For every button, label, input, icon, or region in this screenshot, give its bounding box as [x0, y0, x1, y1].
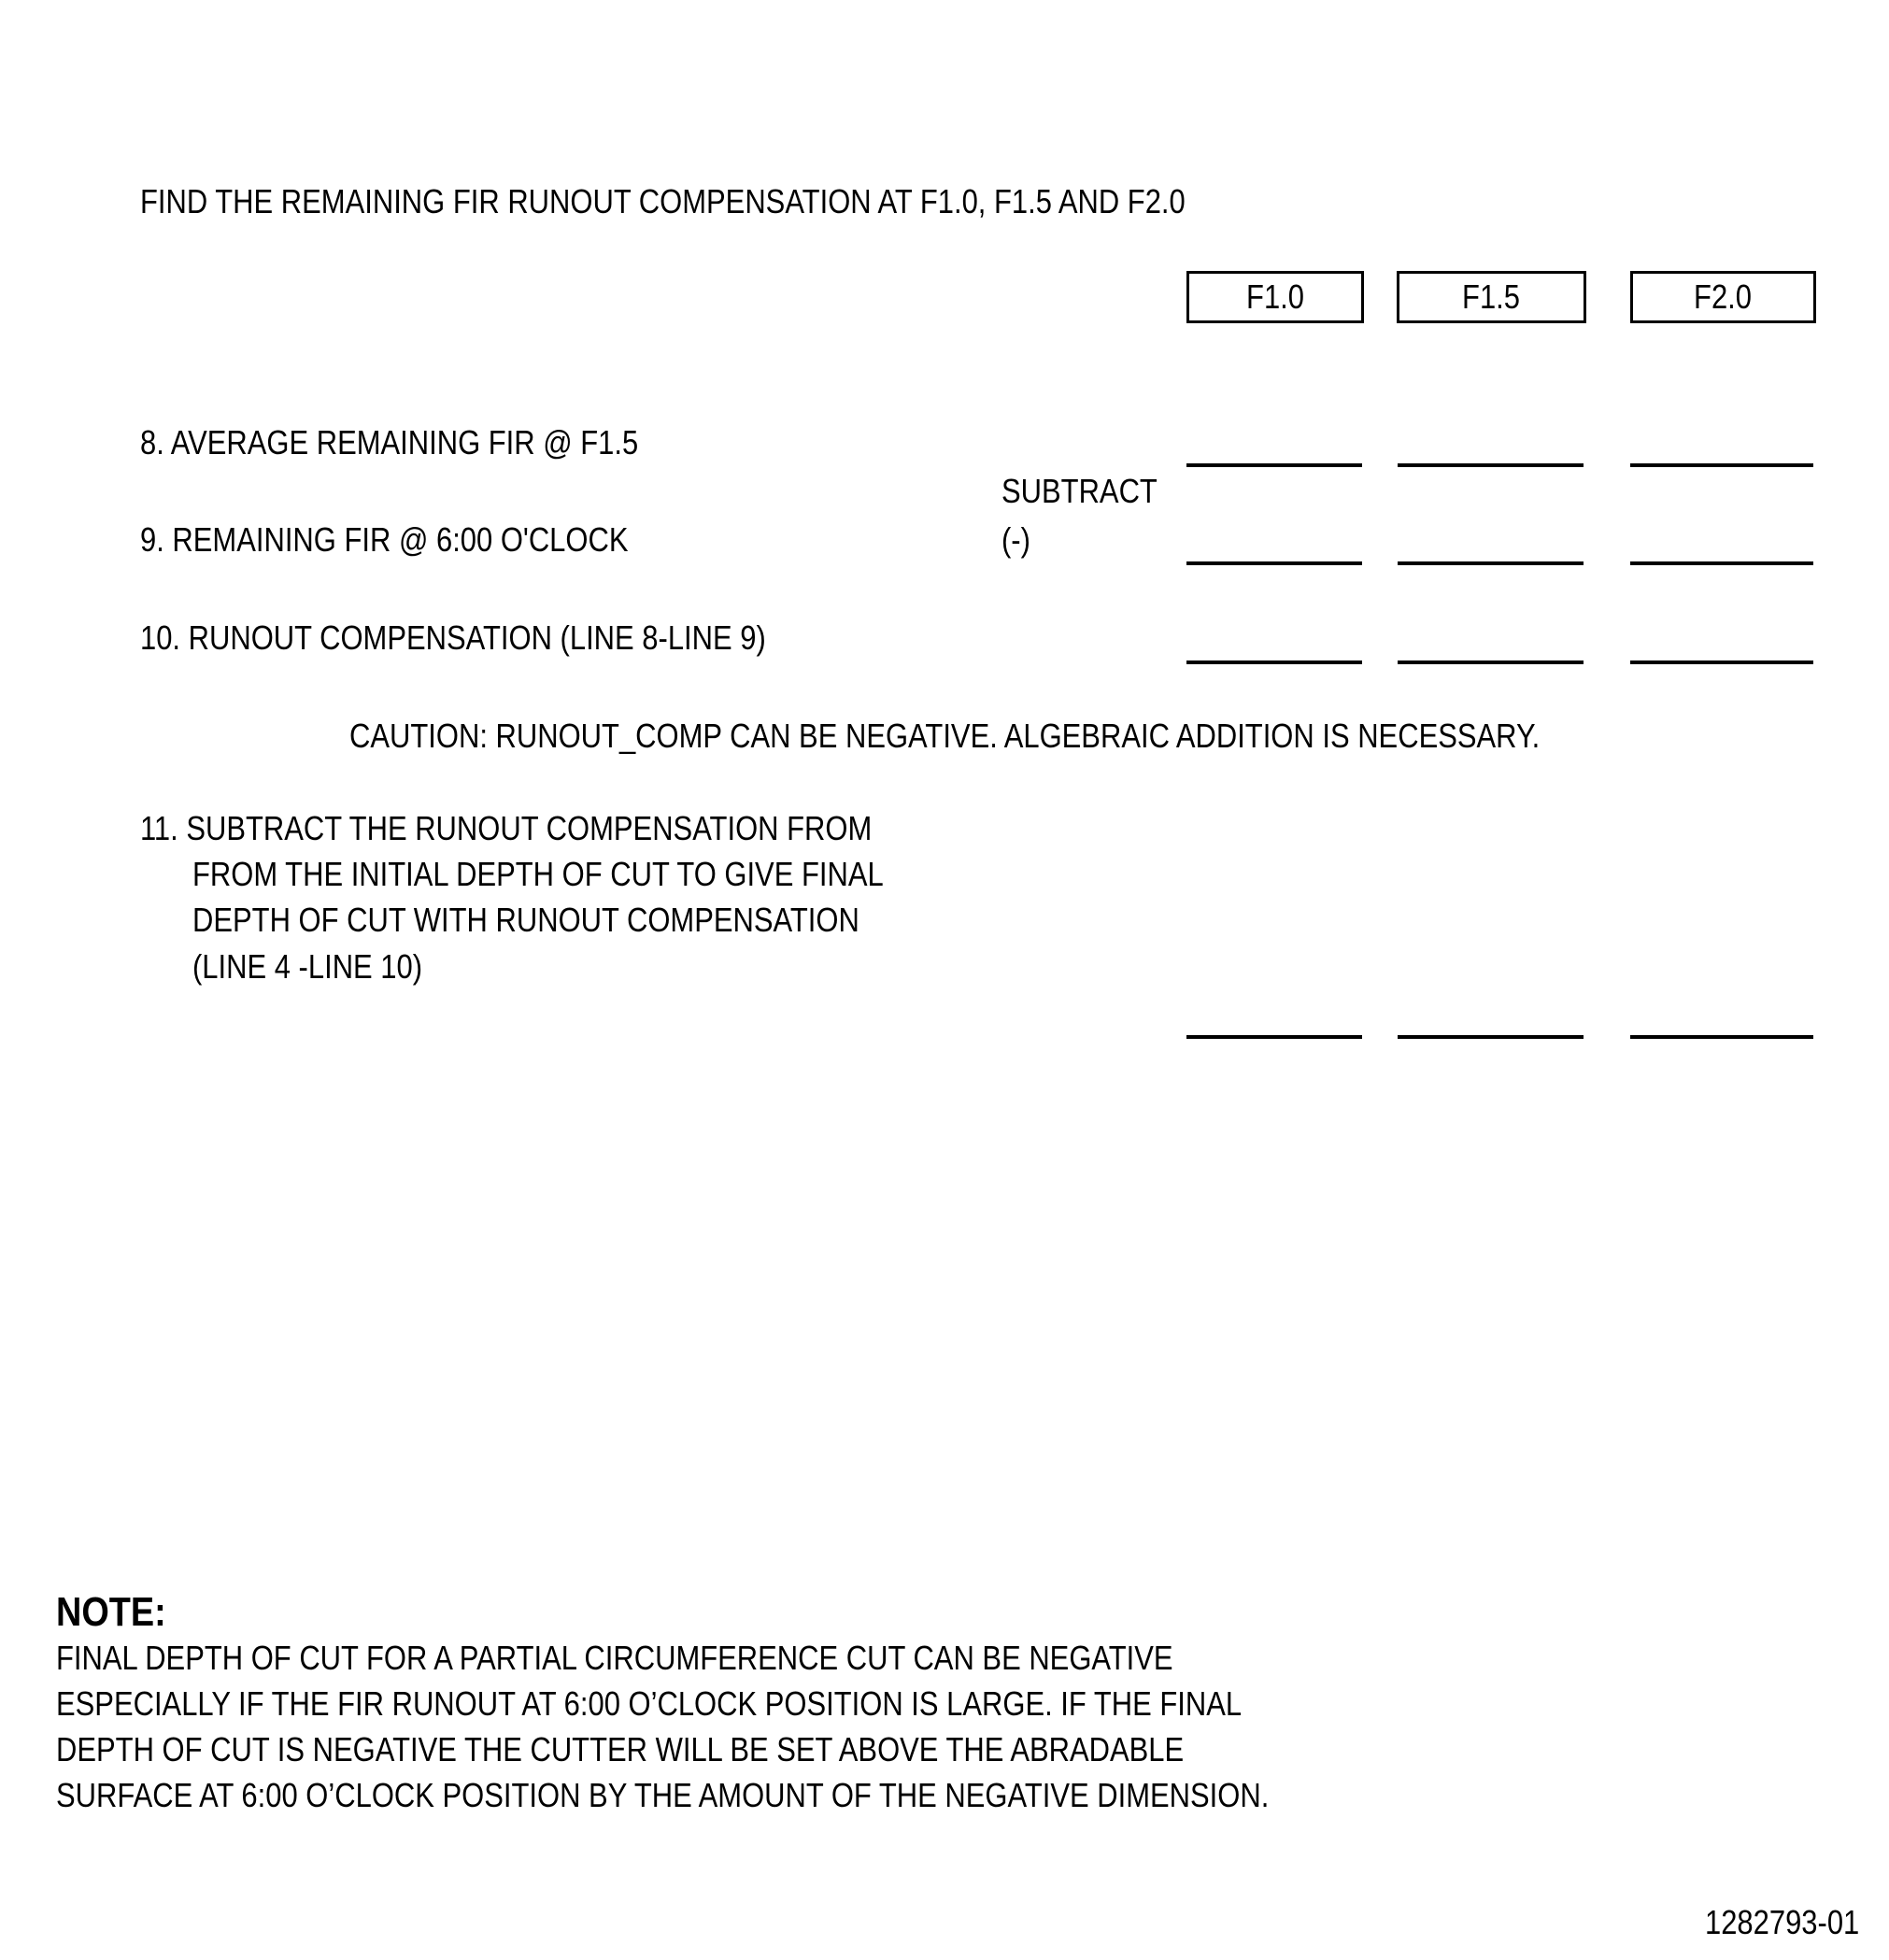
column-header-f1-5: [1397, 271, 1586, 323]
line-9-label: 9. REMAINING FIR @ 6:00 O'CLOCK: [140, 520, 629, 559]
note-line: ESPECIALLY IF THE FIR RUNOUT AT 6:00 O’CLOCK POSITION IS LARGE. IF THE FINAL: [56, 1684, 1243, 1723]
line-10-blank-f2-0[interactable]: [1630, 660, 1813, 664]
figure-id: 1282793-01: [1705, 1903, 1860, 1941]
line-11-text: (LINE 4 -LINE 10): [192, 947, 423, 986]
line-8-blank-f1-5[interactable]: [1398, 463, 1584, 467]
form-heading: FIND THE REMAINING FIR RUNOUT COMPENSATION AT F1.0, F1.5 AND F2.0: [140, 182, 1186, 220]
line-11-text: 11. SUBTRACT THE RUNOUT COMPENSATION FROM: [140, 809, 873, 847]
note-line: FINAL DEPTH OF CUT FOR A PARTIAL CIRCUMFERENCE CUT CAN BE NEGATIVE: [56, 1639, 1173, 1677]
line-9-blank-f2-0[interactable]: [1630, 561, 1813, 565]
line-9-blank-f1-0[interactable]: [1186, 561, 1362, 565]
line-8-blank-f1-0[interactable]: [1186, 463, 1362, 467]
line-11-text: FROM THE INITIAL DEPTH OF CUT TO GIVE FINAL: [192, 855, 884, 893]
note-line: SURFACE AT 6:00 O’CLOCK POSITION BY THE AMOUNT OF THE NEGATIVE DIMENSION.: [56, 1776, 1270, 1814]
subtract-sign: (-): [1001, 520, 1030, 559]
line-10-label: 10. RUNOUT COMPENSATION (LINE 8-LINE 9): [140, 618, 766, 657]
line-10-blank-f1-0[interactable]: [1186, 660, 1362, 664]
line-9-blank-f1-5[interactable]: [1398, 561, 1584, 565]
note-title: NOTE:: [56, 1589, 166, 1635]
line-8-blank-f2-0[interactable]: [1630, 463, 1813, 467]
line-11-blank-f1-5[interactable]: [1398, 1035, 1584, 1039]
caution-text: CAUTION: RUNOUT_COMP CAN BE NEGATIVE. ALGEBRAIC ADDITION IS NECESSARY.: [349, 717, 1541, 755]
line-11-text: DEPTH OF CUT WITH RUNOUT COMPENSATION: [192, 901, 859, 939]
line-8-label: 8. AVERAGE REMAINING FIR @ F1.5: [140, 423, 639, 462]
column-header-f2-0: [1630, 271, 1816, 323]
note-line: DEPTH OF CUT IS NEGATIVE THE CUTTER WILL BE SET ABOVE THE ABRADABLE: [56, 1730, 1185, 1768]
line-11-blank-f2-0[interactable]: [1630, 1035, 1813, 1039]
column-header-f1-0: [1186, 271, 1364, 323]
line-11-blank-f1-0[interactable]: [1186, 1035, 1362, 1039]
subtract-label: SUBTRACT: [1001, 472, 1158, 510]
line-10-blank-f1-5[interactable]: [1398, 660, 1584, 664]
column-header-label: F1.0: [1246, 277, 1304, 316]
column-header-label: F2.0: [1694, 277, 1753, 316]
column-header-label: F1.5: [1462, 277, 1521, 316]
